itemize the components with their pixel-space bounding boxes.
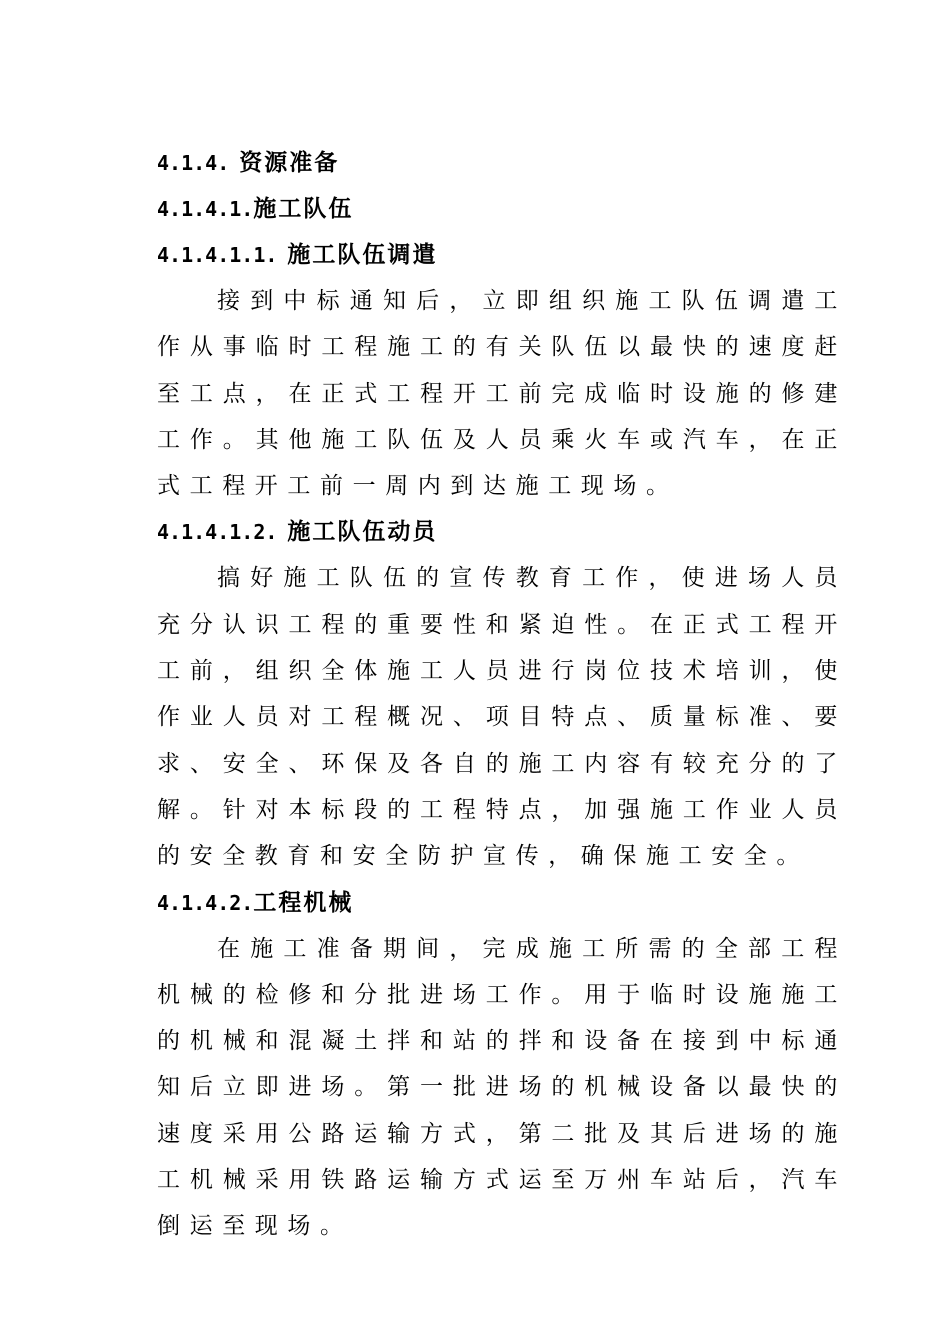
heading-title: 施工队伍调遣: [277, 242, 438, 268]
heading-team-dispatch: [157, 232, 847, 278]
heading-title: 施工队伍: [253, 196, 354, 222]
heading-resource-preparation: [157, 140, 847, 186]
heading-number: 4.1.4.1.: [157, 197, 254, 221]
heading-number: 4.1.4.2.: [157, 890, 254, 915]
paragraph-engineering-machinery: 在施工准备期间，完成施工所需的全部工程机械的检修和分批进场工作。用于临时设施施工的机械和混凝土拌和站的拌和设备在接到中标通知后立即进场。第一批进场的机械设备以最快的速度采用公路运输方式，第二批及其后进场的施工机械采用铁路运输方式运至万州车站后，汽车倒运至现场。: [157, 935, 847, 1240]
paragraph-team-mobilization: 搞好施工队伍的宣传教育工作，使进场人员充分认识工程的重要性和紧迫性。在正式工程开工前，组织全体施工人员进行岗位技术培训，使作业人员对工程概况、项目特点、质量标准、要求、安全、环保及各自的施工内容有较充分的了解。针对本标段的工程特点，加强施工作业人员的安全教育和安全防护宣传，确保施工安全。: [157, 565, 847, 870]
heading-title: 工程机械: [253, 889, 354, 916]
heading-title: 资源准备: [229, 150, 340, 176]
heading-title: 施工队伍动员: [277, 519, 438, 546]
heading-construction-team: [157, 186, 847, 232]
heading-team-mobilization: [157, 509, 847, 555]
heading-number: 4.1.4.: [157, 151, 230, 175]
heading-number: 4.1.4.1.1.: [157, 243, 278, 267]
heading-engineering-machinery: [157, 880, 847, 926]
paragraph-team-dispatch: 接到中标通知后，立即组织施工队伍调遣工作从事临时工程施工的有关队伍以最快的速度赶至工点，在正式工程开工前完成临时设施的修建工作。其他施工队伍及人员乘火车或汽车，在正式工程开工前一周内到达施工现场。: [157, 288, 847, 500]
heading-number: 4.1.4.1.2.: [157, 520, 278, 545]
document-page: [157, 140, 847, 1250]
